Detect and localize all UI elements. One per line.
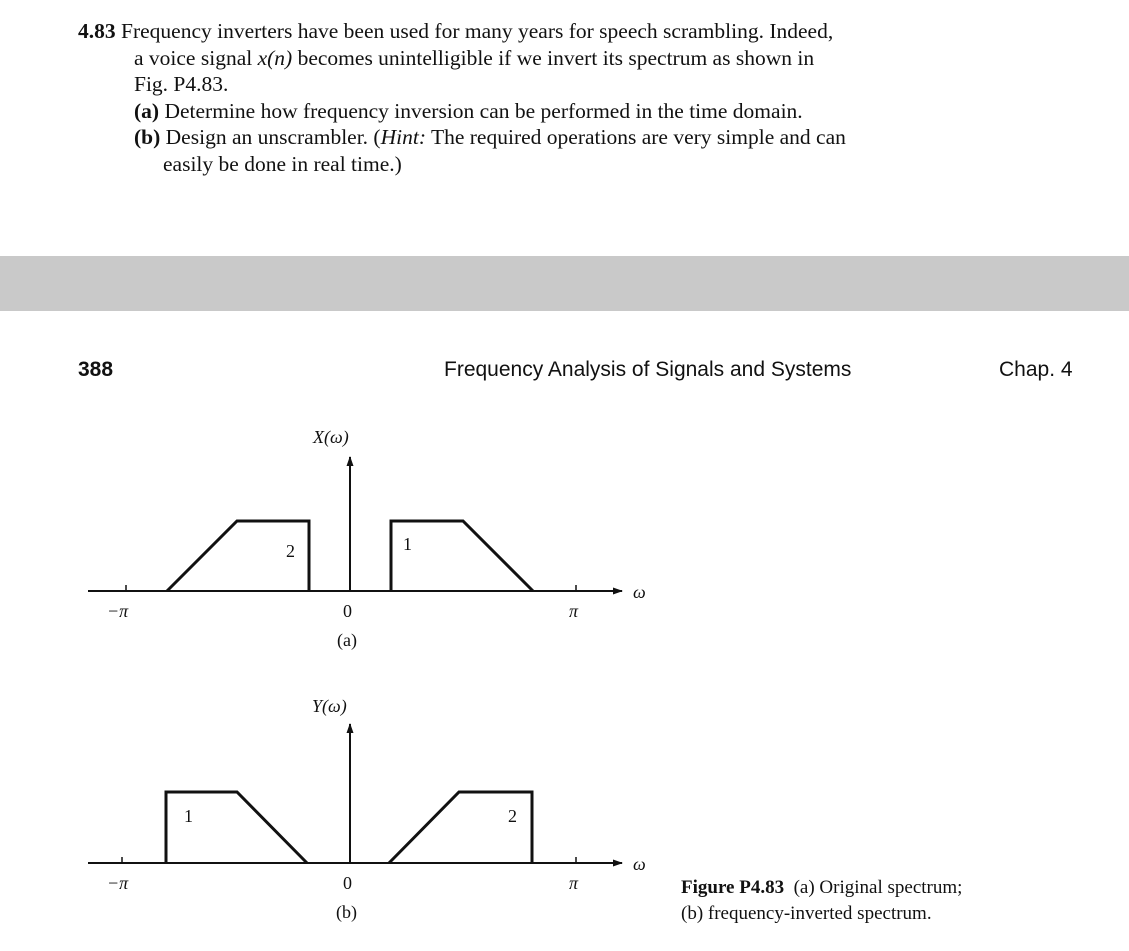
plot-b-band-1-label: 1 — [184, 806, 193, 826]
problem-line2b-text: becomes unintelligible if we invert its spectrum as shown in — [292, 45, 815, 70]
caption-line1-text: (a) Original spectrum; — [793, 877, 963, 898]
plot-b-tick-pos-label: π — [569, 873, 579, 893]
plot-b-x-label: ω — [633, 854, 646, 874]
plot-b-sublabel: (b) — [336, 902, 357, 922]
plot-a-band-2-label: 2 — [286, 541, 295, 561]
plot-b-band-2-label: 2 — [508, 806, 517, 826]
caption-figure-label: Figure P4.83 — [681, 877, 785, 898]
problem-number: 4.83 — [78, 19, 116, 43]
plot-a-band-1 — [391, 521, 533, 591]
plot-a-tick-neg-label: −π — [107, 601, 129, 621]
caption-line-1 — [681, 875, 962, 901]
plot-a-sublabel: (a) — [337, 630, 357, 650]
plot-a-x-label: ω — [633, 582, 646, 602]
plot-b-y-label: Y(ω) — [312, 696, 347, 716]
signal-symbol: x(n) — [257, 45, 293, 70]
plot-a-tick-zero-label: 0 — [343, 601, 352, 621]
problem-line1-text: Frequency inverters have been used for many years for speech scrambling. Indeed, — [121, 19, 834, 43]
plot-b — [88, 696, 646, 923]
part-b-text1: Design an unscrambler. ( — [165, 125, 381, 149]
part-b-label: (b) — [134, 125, 161, 149]
part-a-label: (a) — [134, 98, 160, 123]
problem-line2a-text: a voice signal — [134, 45, 258, 70]
part-b-text2: The required operations are very simple and can — [425, 125, 846, 149]
plot-a-tick-pos-label: π — [569, 601, 579, 621]
running-title: Frequency Analysis of Signals and Systems — [444, 358, 852, 381]
hint-label: Hint: — [380, 125, 426, 149]
plot-b-tick-neg-label: −π — [107, 873, 129, 893]
plot-a — [88, 427, 646, 651]
figure-caption — [681, 875, 962, 927]
part-a-text: Determine how frequency inversion can be performed in the time domain. — [164, 98, 803, 123]
plot-b-tick-zero-label: 0 — [343, 873, 352, 893]
chapter-label: Chap. 4 — [999, 358, 1073, 381]
plot-b-band-2 — [389, 792, 532, 863]
page-number: 388 — [78, 358, 114, 381]
caption-line-2: (b) frequency-inverted spectrum. — [681, 903, 932, 924]
plot-a-band-1-label: 1 — [403, 534, 412, 554]
problem-line-3: Fig. P4.83. — [134, 72, 229, 96]
plot-b-band-1 — [166, 792, 307, 863]
plot-a-y-label: X(ω) — [313, 427, 349, 447]
part-b-line-2: easily be done in real time.) — [163, 151, 402, 176]
